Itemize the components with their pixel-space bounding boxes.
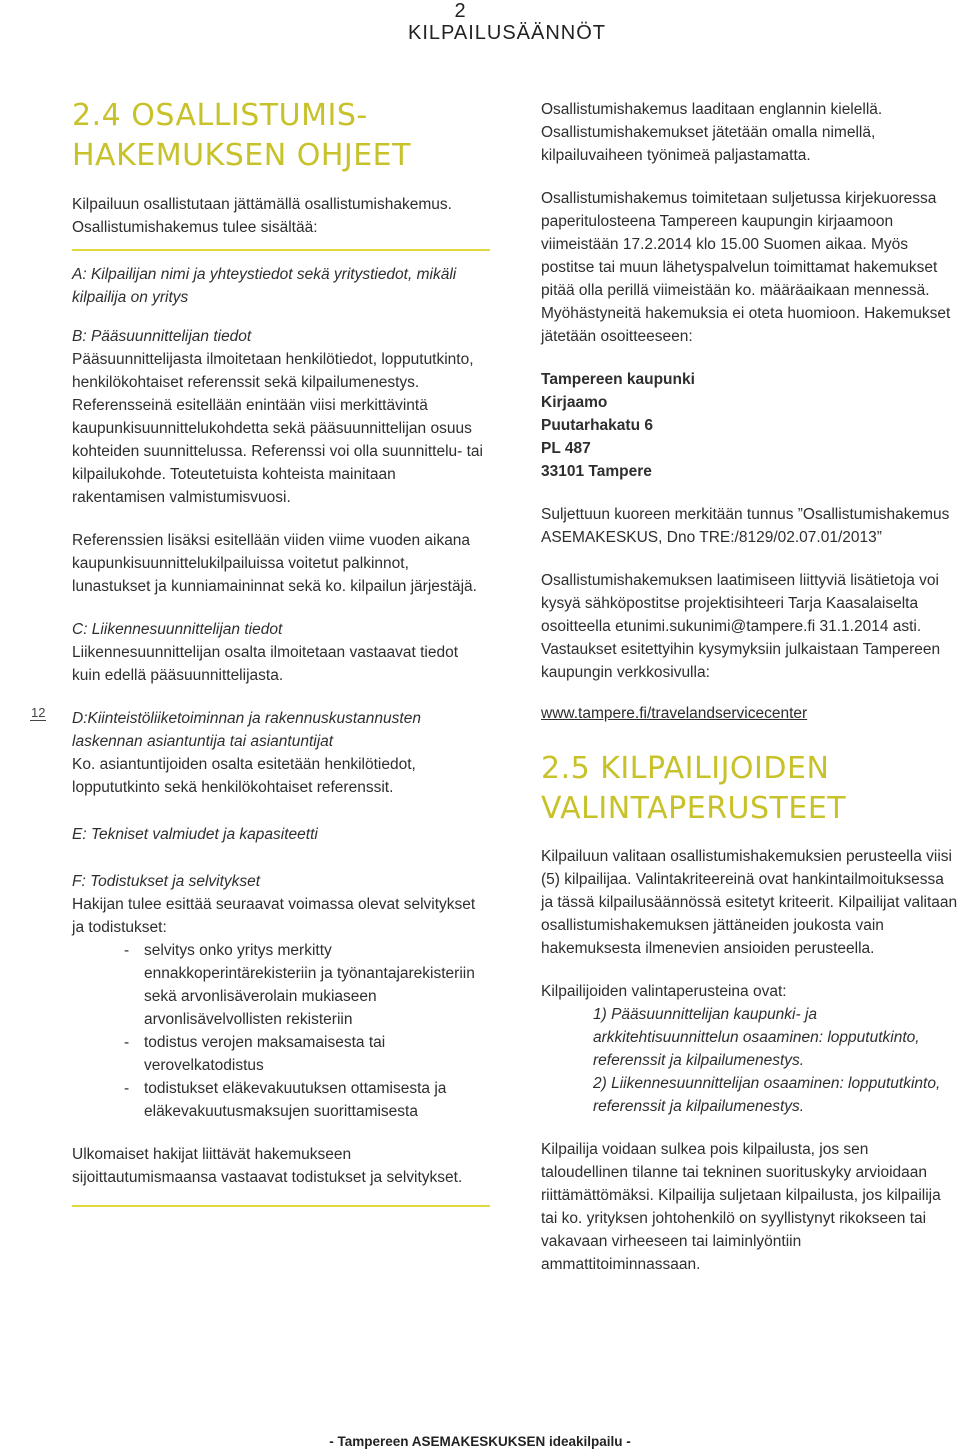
section-rule — [72, 249, 490, 251]
item-b-text: Pääsuunnittelijasta ilmoitetaan henkilötiedot, loppututkinto, henkilökohtaiset referenssit sekä kilpailumenestys. Referensseinä esitellään enintään viisi merkittävintä kaupunkisuunnittelukohdetta sekä pääsuunnittelijan osuus kohteiden suunnittelussa. Referenssi voi olla suunnittelu- tai kilpailukohde. Toteutetuista kohteista mainitaan rakentamisen valmistumisvuosi. — [72, 351, 483, 506]
website-link[interactable]: www.tampere.fi/travelandservicecenter — [541, 705, 808, 722]
criteria-list — [593, 1003, 959, 1118]
foreign-applicants-paragraph: Ulkomaiset hakijat liittävät hakemukseen sijoittautumismaansa vastaavat todistukset ja selvitykset. — [72, 1146, 463, 1186]
exclusion-paragraph: Kilpailija voidaan sulkea pois kilpailusta, jos sen taloudellinen tilanne tai tekninen suorituskyky arvioidaan riittämättömäksi. Kilpailija suljetaan kilpailusta, jos kilpailija tai ko. yrityksen johtohenkilö on syyllistynyt rikokseen tai vakavaan virheeseen tai laiminlyöntiin ammattitoiminnassaan. — [541, 1141, 941, 1273]
address-line: Puutarhakatu 6 — [541, 417, 653, 434]
list-item: - todistus verojen maksamaisesta tai verovelkatodistus — [124, 1031, 490, 1077]
item-e-heading: E: Tekniset valmiudet ja kapasiteetti — [72, 826, 318, 843]
section-title-2-5 — [541, 749, 959, 829]
language-paragraph: Osallistumishakemus laaditaan englannin kielellä. Osallistumishakemukset jätetään omalla nimellä, kilpailuvaiheen työnimeä paljastamatta. — [541, 101, 883, 164]
item-b-text-2: Referenssien lisäksi esitellään viiden viime vuoden aikana kaupunkisuunnittelukilpailuissa voitetut palkinnot, lunastukset ja kunniamaininnat sekä ko. kilpailun järjestäjä. — [72, 532, 477, 595]
section-title-line-1: 2.4 OSALLISTUMIS- — [72, 98, 368, 133]
section-rule-bottom — [72, 1205, 490, 1207]
right-column — [541, 98, 959, 1276]
delivery-address — [541, 368, 959, 483]
intro-paragraph: Kilpailuun osallistutaan jättämällä osallistumishakemus. Osallistumishakemus tulee sisältää: — [72, 196, 452, 236]
page-footer: - Tampereen ASEMAKESKUKSEN ideakilpailu - — [329, 1434, 631, 1449]
criteria-intro: Kilpailijoiden valintaperusteina ovat: — [541, 983, 787, 1000]
envelope-marking-paragraph: Suljettuun kuoreen merkitään tunnus ”Osallistumishakemus ASEMAKESKUS, Dno TRE:/8129/02.07.01/2013” — [541, 506, 950, 546]
info-paragraph: Osallistumishakemuksen laatimiseen liittyviä lisätietoja voi kysyä sähköpostitse projektisihteeri Tarja Kaasalaiselta osoitteella etunimi.sukunimi@tampere.fi 31.1.2014 asti. Vastaukset esitettyihin kysymyksiin julkaistaan Tampereen kaupungin verkkosivulla: — [541, 572, 941, 681]
list-item: - selvitys onko yritys merkitty ennakkoperintärekisteriin ja työnantajarekisteriin sekä arvonlisäverolain mukiaseen arvonlisävelvollisten rekisteriin — [124, 939, 490, 1031]
section-title-2-4 — [72, 96, 492, 176]
delivery-paragraph: Osallistumishakemus toimitetaan suljetussa kirjekuoressa paperitulosteena Tampereen kaupungin kirjaamoon viimeistään 17.2.2014 klo 15.00 Suomen aikaa. Myös postitse tai muun lähetyspalvelun toimittamat hakemukset pitää olla perillä viimeistään ko. määräaikaan mennessä. Myöhästyneitä hakemuksia ei oteta huomioon. Hakemukset jätetään osoitteeseen: — [541, 190, 951, 345]
section-title-line-1: 2.5 KILPAILIJOIDEN — [541, 751, 830, 786]
list-item: 2) Liikennesuunnittelijan osaaminen: loppututkinto, referenssit ja kilpailumenestys. — [593, 1075, 941, 1115]
section-title-line-2: VALINTAPERUSTEET — [541, 791, 847, 826]
item-f-text: Hakijan tulee esittää seuraavat voimassa olevat selvitykset ja todistukset: — [72, 896, 476, 936]
address-line: Tampereen kaupunki — [541, 371, 695, 388]
item-d-heading: D:Kiinteistöliiketoiminnan ja rakennuskustannusten laskennan asiantuntija tai asiantuntijat — [72, 710, 421, 750]
item-c-heading: C: Liikennesuunnittelijan tiedot — [72, 621, 283, 638]
address-line: Kirjaamo — [541, 394, 608, 411]
list-item: 1) Pääsuunnittelijan kaupunki- ja arkkitehtisuunnittelun osaaminen: loppututkinto, referenssit ja kilpailumenestys. — [593, 1006, 920, 1069]
address-line: PL 487 — [541, 440, 591, 457]
f-requirements-list — [124, 939, 490, 1123]
selection-paragraph: Kilpailuun valitaan osallistumishakemuksien perusteella viisi (5) kilpailijaa. Valintakriteereinä ovat hankintailmoituksessa ja tässä kilpailusäännössä esitetyt kriteerit. Kilpailijat valitaan osallistumishakemuksen jättäneiden joukosta vain hakemuksesta ilmenevien ansioiden perusteella. — [541, 848, 958, 957]
section-title-line-2: HAKEMUKSEN OHJEET — [72, 138, 411, 173]
document-header-title: KILPAILUSÄÄNNÖT — [408, 22, 607, 44]
item-c-text: Liikennesuunnittelijan osalta ilmoitetaan vastaavat tiedot kuin edellä pääsuunnittelijasta. — [72, 644, 459, 684]
item-d-text: Ko. asiantuntijoiden osalta esitetään henkilötiedot, loppututkinto sekä henkilökohtaiset referenssit. — [72, 756, 416, 796]
side-page-number: 12 — [31, 705, 46, 720]
list-item: - todistukset eläkevakuutuksen ottamisesta ja eläkevakuutusmaksujen suorittamisesta — [124, 1077, 490, 1123]
left-column — [72, 193, 490, 1207]
item-f-heading: F: Todistukset ja selvitykset — [72, 873, 261, 890]
address-line: 33101 Tampere — [541, 463, 652, 480]
item-b-heading: B: Pääsuunnittelijan tiedot — [72, 328, 252, 345]
page-number: 2 — [454, 0, 466, 22]
item-a-heading: A: Kilpailijan nimi ja yhteystiedot sekä yritystiedot, mikäli kilpailija on yritys — [72, 266, 457, 306]
